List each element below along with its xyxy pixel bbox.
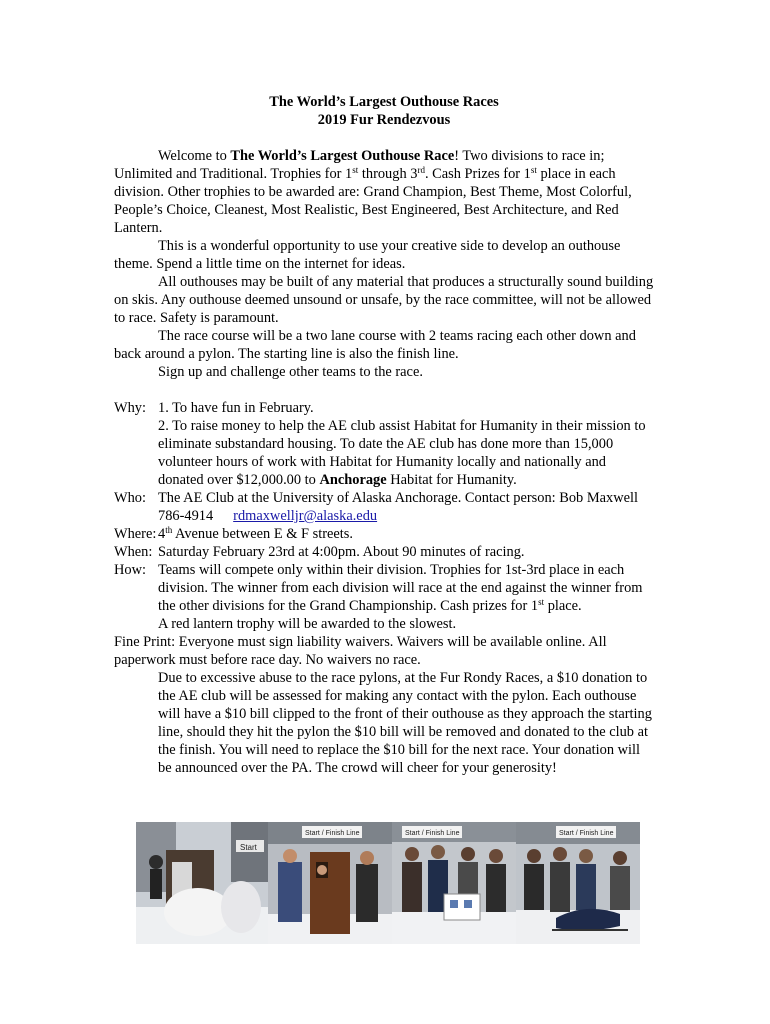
when-label: When: <box>114 544 153 560</box>
red-lantern-text: A red lantern trophy will be awarded to the slowest. <box>158 616 457 632</box>
why-label: Why: <box>114 400 146 416</box>
when-section <box>114 543 654 561</box>
race-photo-3 <box>392 822 516 944</box>
how-text: Teams will compete only within their division. Trophies for 1st-3rd place in each division. The winner from each division will race at the end against the winner from the other divisions for the Grand Championship. Cash prizes for 1st place. <box>158 562 643 614</box>
creative-paragraph: This is a wonderful opportunity to use your creative side to develop an outhouse theme. Spend a little time on the internet for ideas. <box>114 238 621 272</box>
where-section: Where: 4th Avenue between E & F streets. <box>114 525 353 542</box>
course-paragraph: The race course will be a two lane course with 2 teams racing each other down and back around a pylon. The starting line is also the finish line. <box>114 328 636 362</box>
how-section <box>114 561 654 633</box>
why-item-2: 2. To raise money to help the AE club assist Habitat for Humanity in their mission to eliminate substandard housing. To date the AE club has done more than 15,000 volunteer hours of work with Habitat for Humanity locally and nationally and donated over $12,000.00 to Anchorage Habitat for Humanity. <box>158 418 646 488</box>
material-paragraph: All outhouses may be built of any material that produces a structurally sound building on skis. Any outhouse deemed unsound or unsafe, by the race committee, will not be allowed to race. Safety is paramount. <box>114 274 654 326</box>
who-text: The AE Club at the University of Alaska Anchorage. Contact person: Bob Maxwell 786-4914 <box>158 490 638 524</box>
why-section <box>114 399 654 489</box>
race-photo-4 <box>516 822 640 944</box>
who-label: Who: <box>114 490 146 506</box>
fine-print-label: Fine Print: <box>114 634 176 650</box>
race-name: The World’s Largest Outhouse Race <box>230 148 455 164</box>
signup-paragraph: Sign up and challenge other teams to the race. <box>158 364 423 380</box>
photo-4-sign: Start / Finish Line <box>559 830 614 837</box>
intro-paragraph: Welcome to The World’s Largest Outhouse Race! Two divisions to race in; Unlimited and Traditional. Trophies for 1st through 3rd. Cash Prizes for 1st place in each division. Other trophies to be awarded are: Grand Champion, Best Theme, Most Colorful, People’s Choice, Cleanest, Most Realistic, Best Engineered, Best Architecture, and Red Lantern. <box>114 148 632 236</box>
when-text: Saturday February 23rd at 4:00pm. About 90 minutes of racing. <box>158 544 525 560</box>
contact-email-link[interactable]: rdmaxwelljr@alaska.edu <box>233 508 378 524</box>
photo-3-sign: Start / Finish Line <box>405 830 460 837</box>
document-body <box>114 93 654 777</box>
where-label: Where: <box>114 526 157 542</box>
fine-print-text-2: Due to excessive abuse to the race pylons, at the Fur Rondy Races, a $10 donation to the AE club will be assessed for making any contact with the pylon. Each outhouse will have a $10 bill clipped to the front of their outhouse as they approach the starting line, should they hit the pylon the $10 bill will be removed and donated to the club at the finish. You will need to replace the $10 bill for the next race. Your donation will be announced over the PA. The crowd will cheer for your generosity! <box>158 670 652 776</box>
race-photo-1 <box>136 822 268 944</box>
photo-1-sign: Start <box>240 843 257 852</box>
fine-print-section <box>114 633 654 777</box>
title-line-2: 2019 Fur Rendezvous <box>317 112 451 128</box>
race-photo-2 <box>268 822 392 944</box>
title-line-1: The World’s Largest Outhouse Races <box>269 94 499 110</box>
fine-print-text-1: Fine Print: Everyone must sign liability waivers. Waivers will be available online. All paperwork must before race day. No waivers no race. <box>114 634 607 668</box>
race-photo-strip <box>136 822 640 944</box>
why-item-1: 1. To have fun in February. <box>158 400 314 416</box>
how-label: How: <box>114 562 146 578</box>
photo-2-sign: Start / Finish Line <box>305 830 360 837</box>
who-section <box>114 489 654 525</box>
